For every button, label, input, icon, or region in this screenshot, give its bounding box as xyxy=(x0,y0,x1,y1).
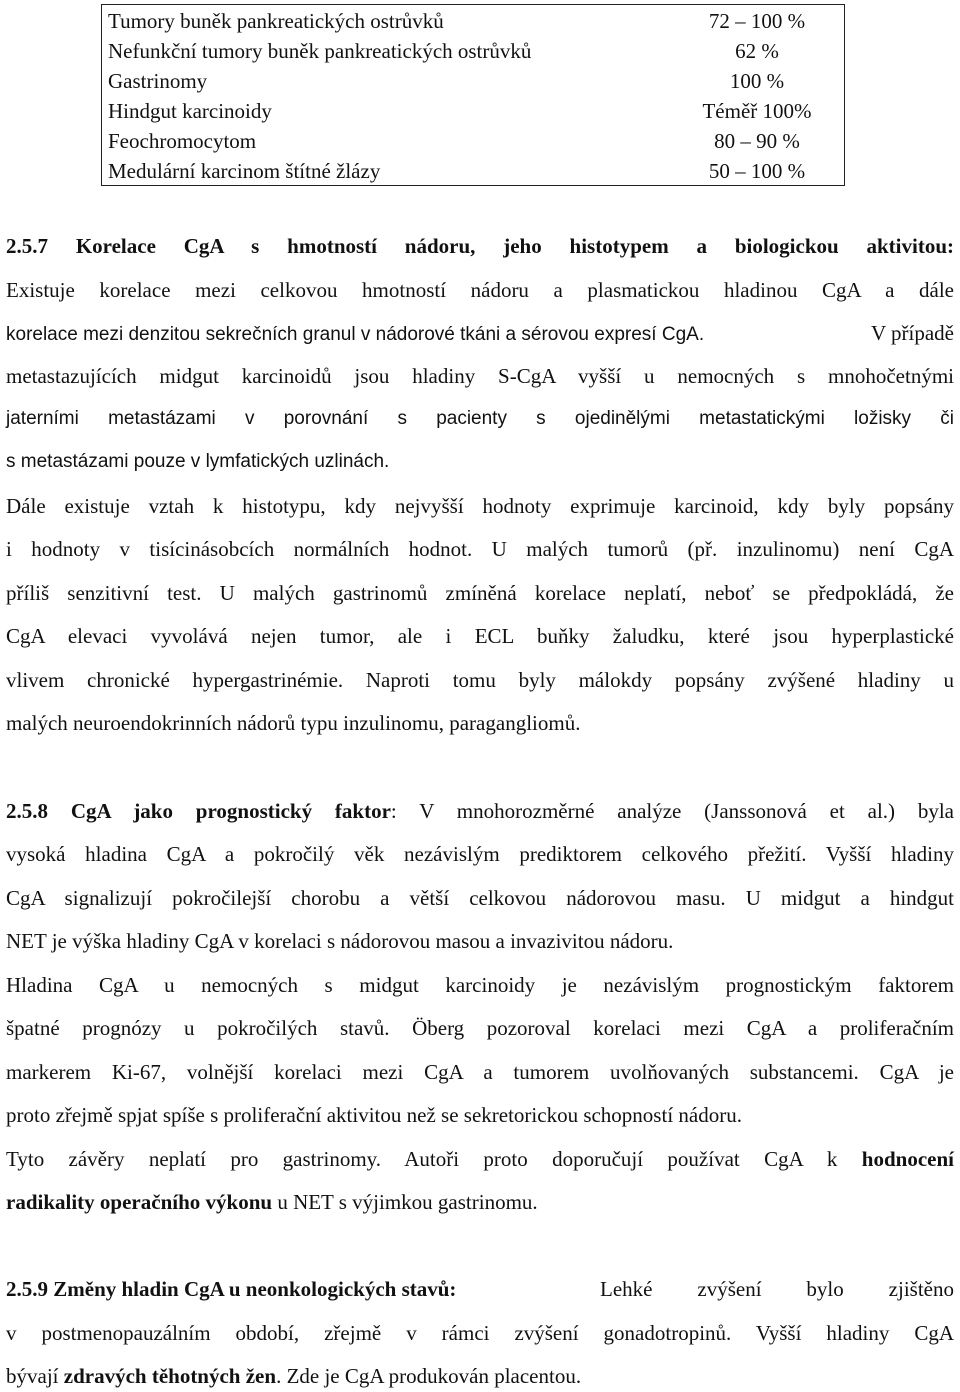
section-heading-2-5-7 xyxy=(6,232,954,260)
section-heading-2-5-8 xyxy=(6,797,954,825)
table-cell-label: Gastrinomy xyxy=(108,69,208,93)
paragraph-text: Tyto závěry neplatí pro gastrinomy. Autoři proto doporučují používat CgA k xyxy=(6,1147,862,1171)
paragraph-line: proto zřejmě spjat spíše s proliferační aktivitou než se sekretorickou schopností nádoru. xyxy=(6,1103,742,1127)
paragraph-line: CgA elevaci vyvolává nejen tumor, ale i ECL buňky žaludku, které jsou hyperplastické xyxy=(6,624,954,648)
table-cell-label: Medulární karcinom štítné žlázy xyxy=(108,159,381,183)
paragraph-line: Hladina CgA u nemocných s midgut karcinoidy je nezávislým prognostickým faktorem xyxy=(6,973,954,997)
section-title: Korelace CgA s hmotností nádoru, jeho histotypem a biologickou aktivitou: xyxy=(75,234,954,258)
section-title: CgA jako prognostický faktor xyxy=(70,799,391,823)
table-cell-value: Téměř 100% xyxy=(702,99,812,123)
table-row xyxy=(102,6,844,36)
table-cell-value: 62 % xyxy=(735,39,779,63)
paragraph-line: Dále existuje vztah k histotypu, kdy nejvyšší hodnoty exprimuje karcinoid, kdy byly popsány xyxy=(6,494,954,518)
table-cell-label: Feochromocytom xyxy=(108,129,257,153)
table-cell-label: Hindgut karcinoidy xyxy=(108,99,272,123)
table-row xyxy=(102,156,844,186)
paragraph-text: Lehké zvýšení bylo zjištěno xyxy=(600,1277,954,1301)
section-heading-2-5-9 xyxy=(6,1275,954,1303)
section-number: 2.5.7 xyxy=(6,234,48,258)
table-cell-value: 100 % xyxy=(729,69,785,93)
paragraph-text: V mnohorozměrné analýze (Janssonová et al.) byla xyxy=(396,799,954,823)
paragraph-line xyxy=(6,1145,954,1173)
paragraph-line: Existuje korelace mezi celkovou hmotností nádoru a plasmatickou hladinou CgA a dále xyxy=(6,278,954,302)
paragraph-line: CgA signalizují pokročilejší chorobu a větší celkovou nádorovou masu. U midgut a hindgut xyxy=(6,886,954,910)
table-cell-value: 80 – 90 % xyxy=(714,129,800,153)
table-cell-value: 50 – 100 % xyxy=(708,159,806,183)
table-row xyxy=(102,66,844,96)
emphasis-text: zdravých těhotných žen xyxy=(63,1364,277,1388)
heading-colon: : xyxy=(390,799,397,823)
paragraph-line: jaterními metastázami v porovnání s pacienty s ojedinělými metastatickými ložisky či xyxy=(6,408,954,429)
emphasis-text: hodnocení xyxy=(861,1147,954,1171)
paragraph-line: v postmenopauzálním období, zřejmě v rámci zvýšení gonadotropinů. Vyšší hladiny CgA xyxy=(6,1321,954,1345)
paragraph-line xyxy=(6,1362,954,1390)
section-number: 2.5.9 xyxy=(6,1277,48,1301)
table-row xyxy=(102,96,844,126)
paragraph-text: bývají xyxy=(6,1364,64,1388)
paragraph-line: NET je výška hladiny CgA v korelaci s nádorovou masou a invazivitou nádoru. xyxy=(6,929,674,953)
paragraph-text: V případě xyxy=(870,321,954,345)
paragraph-line: malých neuroendokrinních nádorů typu inzulinomu, paragangliomů. xyxy=(6,711,581,735)
table-row xyxy=(102,36,844,66)
paragraph-line: vysoká hladina CgA a pokročilý věk nezávislým prediktorem celkového přežití. Vyšší hladiny xyxy=(6,842,954,866)
emphasis-text: radikality operačního výkonu xyxy=(6,1190,273,1214)
section-title: Změny hladin CgA u neonkologických stavů: xyxy=(53,1277,457,1301)
paragraph-line: příliš senzitivní test. U malých gastrinomů zmíněná korelace neplatí, neboť se předpokládá, že xyxy=(6,581,954,605)
paragraph-line: vlivem chronické hypergastrinémie. Naproti tomu byly málokdy popsány zvýšené hladiny u xyxy=(6,668,954,692)
paragraph-line: s metastázami pouze v lymfatických uzlinách. xyxy=(6,451,390,472)
paragraph-line xyxy=(6,319,954,349)
paragraph-line: špatné prognózy u pokročilých stavů. Öberg pozoroval korelaci mezi CgA a proliferačním xyxy=(6,1016,954,1040)
prevalence-table xyxy=(101,4,845,186)
table-cell-label: Nefunkční tumory buněk pankreatických ostrůvků xyxy=(108,39,532,63)
section-number: 2.5.8 xyxy=(6,799,48,823)
table-row xyxy=(102,126,844,156)
table-cell-value: 72 – 100 % xyxy=(708,9,806,33)
table-cell-label: Tumory buněk pankreatických ostrůvků xyxy=(108,9,444,33)
paragraph-line: metastazujících midgut karcinoidů jsou hladiny S-CgA vyšší u nemocných s mnohočetnými xyxy=(6,364,954,388)
paragraph-text: u NET s výjimkou gastrinomu. xyxy=(272,1190,538,1214)
paragraph-text: . Zde je CgA produkován placentou. xyxy=(276,1364,582,1388)
paragraph-text: korelace mezi denzitou sekrečních granul v nádorové tkáni a sérovou expresí CgA. xyxy=(6,324,705,345)
paragraph-line xyxy=(6,1188,954,1216)
paragraph-line: markerem Ki-67, volnější korelaci mezi CgA a tumorem uvolňovaných substancemi. CgA je xyxy=(6,1060,954,1084)
paragraph-line: i hodnoty v tisícinásobcích normálních hodnot. U malých tumorů (př. inzulinomu) není CgA xyxy=(6,537,954,561)
